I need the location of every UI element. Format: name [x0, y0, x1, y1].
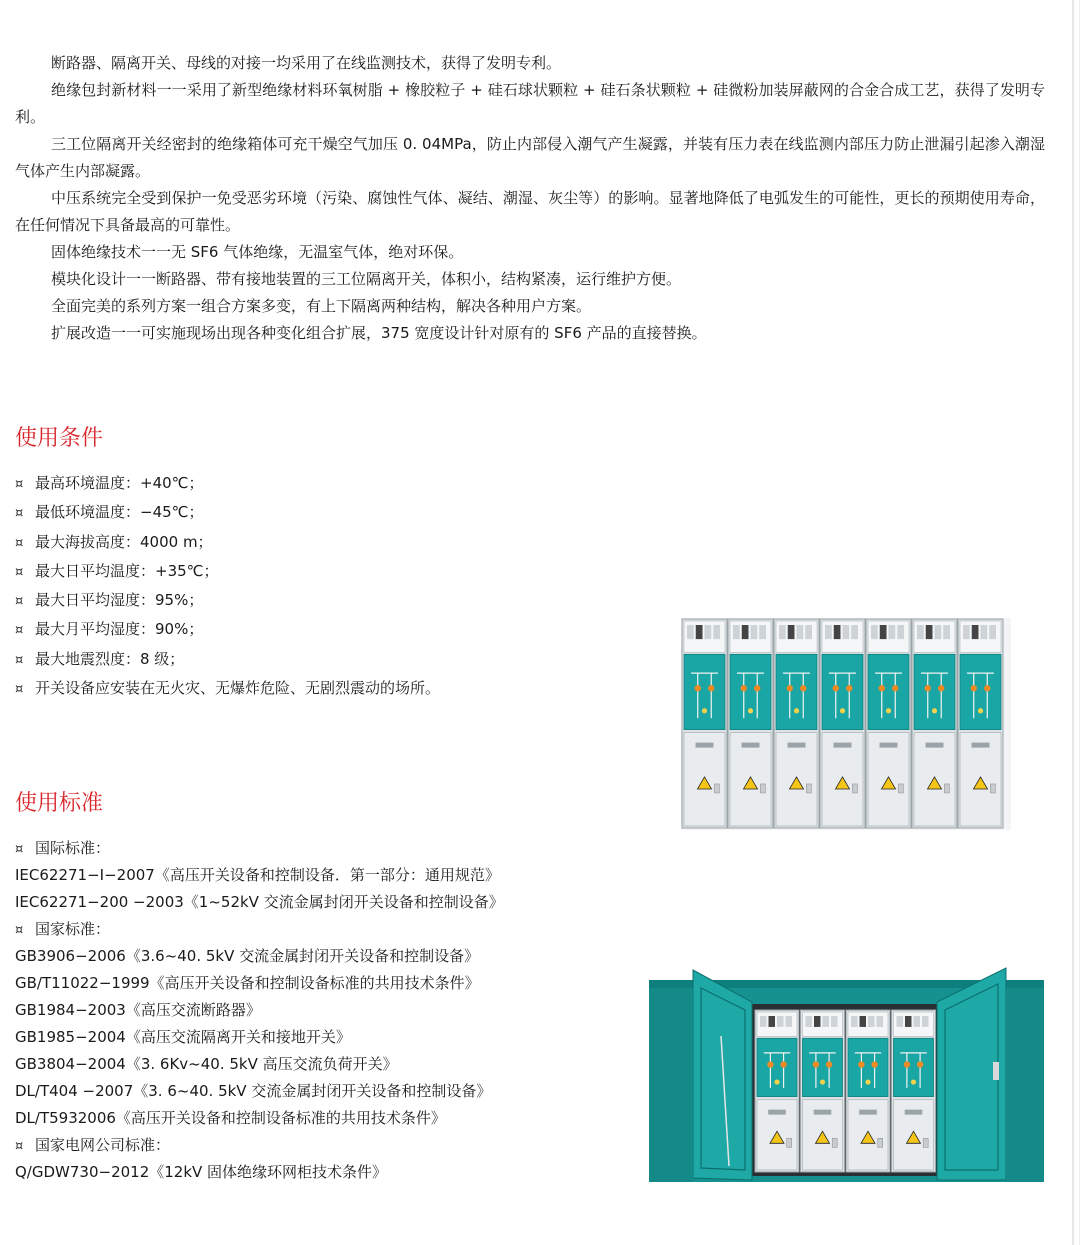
list-item: GB1984−2003《高压交流断路器》: [15, 1001, 261, 1019]
meter-icon: [687, 625, 694, 639]
list-item: [15, 528, 440, 557]
meter-icon: [814, 1016, 821, 1027]
bullet-icon: ¤: [15, 842, 24, 857]
bullet-icon: ¤: [15, 923, 24, 938]
list-item: GB3906−2006《3.6~40. 5kV 交流金属封闭开关设备和控制设备》: [15, 947, 480, 965]
meter-icon: [922, 1016, 929, 1027]
list-item: [15, 645, 440, 674]
list-item: [15, 498, 440, 527]
standards-group-label: 国家电网公司标准：: [35, 1136, 171, 1154]
door-handle-icon: [993, 1062, 999, 1080]
meter-icon: [851, 625, 858, 639]
meter-icon: [972, 625, 979, 639]
bullet-icon: ¤: [15, 682, 24, 698]
cabinet-panel: [728, 619, 773, 828]
cabinet-panel: [958, 619, 1003, 828]
meter-icon: [917, 625, 924, 639]
list-item: DL/T404 −2007《3. 6~40. 5kV 交流金属封闭开关设备和控制设备》: [15, 1082, 492, 1100]
list-item: GB3804−2004《3. 6Kv~40. 5kV 高压交流负荷开关》: [15, 1055, 398, 1073]
condition-text: 最低环境温度：−45℃；: [35, 503, 204, 522]
indicator-icon: [774, 1079, 779, 1084]
list-item: [15, 557, 440, 586]
list-item: DL/T5932006《高压开关设备和控制设备标准的共用技术条件》: [15, 1109, 446, 1127]
indicator-icon: [780, 1061, 786, 1067]
indicator-icon: [702, 708, 707, 713]
indicator-icon: [708, 685, 714, 691]
indicator-icon: [794, 708, 799, 713]
handle-icon: [714, 784, 719, 793]
indicator-icon: [754, 685, 760, 691]
indicator-icon: [865, 1079, 870, 1084]
list-item: [15, 674, 440, 703]
conditions-heading: 使用条件: [15, 426, 104, 451]
meter-icon: [786, 1016, 793, 1027]
meter-icon: [871, 625, 878, 639]
condition-text: 最大海拔高度：4000 m；: [35, 532, 213, 551]
list-item: [15, 615, 440, 644]
handle-icon: [832, 1138, 837, 1147]
intro-section: [15, 50, 1045, 347]
handle-icon: [806, 784, 811, 793]
meter-icon: [905, 1016, 912, 1027]
indicator-icon: [971, 685, 977, 691]
meter-icon: [943, 625, 950, 639]
indicator-icon: [813, 1061, 819, 1067]
condition-text: 最大日平均湿度：95%；: [35, 591, 204, 610]
list-item: [15, 586, 440, 615]
indicator-icon: [978, 708, 983, 713]
meter-icon: [843, 625, 850, 639]
bullet-icon: ¤: [15, 477, 24, 492]
vent-icon: [880, 743, 898, 748]
handle-icon: [990, 784, 995, 793]
handle-icon: [852, 784, 857, 793]
list-item: GB/T11022−1999《高压开关设备和控制设备标准的共用技术条件》: [15, 974, 480, 992]
meter-icon: [713, 625, 720, 639]
list-item: [15, 916, 504, 943]
indicator-icon: [858, 1061, 864, 1067]
bullet-icon: ¤: [15, 1139, 24, 1154]
indicator-icon: [833, 685, 839, 691]
bullet-icon: ¤: [15, 594, 24, 610]
indicator-icon: [871, 1061, 877, 1067]
indicator-icon: [938, 685, 944, 691]
cabinet-panel: [820, 619, 865, 828]
meter-icon: [834, 625, 841, 639]
list-item: [15, 469, 440, 498]
indicator-icon: [741, 685, 747, 691]
outdoor-cabinet-photo: [649, 966, 1044, 1184]
condition-text: 最高环境温度：+40℃；: [35, 474, 204, 492]
handle-icon: [944, 784, 949, 793]
cabinet-panel: [866, 619, 911, 828]
intro-paragraph: 全面完美的系列方案一组合方案多变，有上下隔离两种结构，解决各种用户方案。: [51, 297, 592, 315]
indicator-icon: [695, 685, 701, 691]
standards-heading: 使用标准: [15, 791, 104, 816]
indicator-icon: [904, 1061, 910, 1067]
bullet-icon: ¤: [15, 506, 24, 522]
cabinet-panel: [846, 1010, 890, 1172]
vent-icon: [972, 743, 990, 748]
meter-icon: [805, 625, 812, 639]
intro-paragraph: 固体绝缘技术一一无 SF6 气体绝缘，无温室气体，绝对环保。: [51, 243, 464, 261]
condition-text: 最大月平均湿度：90%；: [35, 620, 204, 639]
bullet-icon: ¤: [15, 564, 24, 580]
list-item: IEC62271−200 −2003《1~52kV 交流金属封闭开关设备和控制设备》: [15, 893, 504, 911]
standards-group-label: 国际标准：: [35, 839, 111, 857]
meter-icon: [868, 1016, 875, 1027]
indicator-icon: [846, 685, 852, 691]
indicator-icon: [925, 685, 931, 691]
condition-text: 最大地震烈度：8 级；: [35, 649, 185, 668]
meter-icon: [806, 1016, 813, 1027]
cabinet-panel: [912, 619, 957, 828]
meter-icon: [825, 625, 832, 639]
indicator-icon: [892, 685, 898, 691]
indicator-icon: [820, 1079, 825, 1084]
standards-list: [15, 835, 504, 1186]
intro-paragraph: 断路器、隔离开关、母线的对接一均采用了在线监测技术，获得了发明专利。: [51, 54, 562, 72]
intro-paragraph: 三工位隔离开关经密封的绝缘箱体可充干燥空气加压 0. 04MPa，防止内部侵入潮气产生凝露，并装有压力表在线监测内部压力防止泄漏引起渗入潮湿气体产生内部凝露。: [15, 135, 1045, 180]
side-wall: [649, 988, 693, 1182]
list-item: [15, 835, 504, 862]
vent-icon: [905, 1110, 923, 1115]
meter-icon: [742, 625, 749, 639]
cabinet-panel: [774, 619, 819, 828]
meter-icon: [751, 625, 758, 639]
side-wall: [1006, 988, 1044, 1182]
meter-icon: [797, 625, 804, 639]
condition-text: 最大日平均温度：+35℃；: [35, 561, 219, 580]
meter-icon: [860, 1016, 867, 1027]
list-item: IEC62271−I−2007《高压开关设备和控制设备．第一部分：通用规范》: [15, 866, 500, 884]
bullet-icon: ¤: [15, 652, 24, 668]
vent-icon: [696, 743, 714, 748]
vent-icon: [742, 743, 760, 748]
meter-icon: [880, 625, 887, 639]
handle-icon: [878, 1138, 883, 1147]
cabinet-panel: [682, 619, 727, 828]
meter-icon: [831, 1016, 838, 1027]
indicator-icon: [879, 685, 885, 691]
vent-icon: [768, 1110, 786, 1115]
meter-icon: [760, 1016, 767, 1027]
indicator-icon: [932, 708, 937, 713]
vent-icon: [788, 743, 806, 748]
intro-paragraph: 模块化设计一一断路器、带有接地装置的三工位隔离开关，体积小，结构紧凑，运行维护方便。: [51, 270, 682, 288]
meter-icon: [877, 1016, 884, 1027]
meter-icon: [696, 625, 703, 639]
cabinet-panel: [755, 1010, 799, 1172]
cabinet-panel: [892, 1010, 936, 1172]
meter-icon: [759, 625, 766, 639]
intro-paragraph: 扩展改造一一可实施现场出现各种变化组合扩展，375 宽度设计针对原有的 SF6 产品的直接替换。: [51, 324, 707, 342]
indicator-icon: [886, 708, 891, 713]
meter-icon: [851, 1016, 858, 1027]
indicator-icon: [917, 1061, 923, 1067]
vent-icon: [814, 1110, 832, 1115]
meter-icon: [897, 625, 904, 639]
meter-icon: [897, 1016, 904, 1027]
indicator-icon: [826, 1061, 832, 1067]
meter-icon: [889, 625, 896, 639]
handle-icon: [760, 784, 765, 793]
switchgear-row-photo: [681, 618, 1011, 830]
page-edge: [1072, 0, 1074, 1245]
conditions-list: [15, 469, 440, 703]
meter-icon: [788, 625, 795, 639]
indicator-icon: [911, 1079, 916, 1084]
indicator-icon: [984, 685, 990, 691]
indicator-icon: [767, 1061, 773, 1067]
meter-icon: [733, 625, 740, 639]
left-door: [693, 970, 752, 1180]
indicator-icon: [840, 708, 845, 713]
page-edge-inner: [1079, 0, 1080, 1245]
indicator-icon: [748, 708, 753, 713]
meter-icon: [963, 625, 970, 639]
meter-icon: [935, 625, 942, 639]
cabinet-panel: [801, 1010, 845, 1172]
meter-icon: [981, 625, 988, 639]
bullet-icon: ¤: [15, 535, 24, 551]
condition-text: 开关设备应安装在无火灾、无爆炸危险、无剧烈震动的场所。: [35, 679, 441, 698]
intro-paragraph: 绝缘包封新材料一一采用了新型绝缘材料环氧树脂 + 橡胶粒子 + 硅石球状颗粒 + 硅石条状颗粒 + 硅微粉加装屏蔽网的合金合成工艺，获得了发明专利。: [15, 81, 1045, 126]
vent-icon: [926, 743, 944, 748]
intro-paragraph: 中压系统完全受到保护一免受恶劣环境（污染、腐蚀性气体、凝结、潮湿、灰尘等）的影响。显著地降低了电弧发生的可能性，更长的预期使用寿命，在任何情况下具备最高的可靠性。: [15, 189, 1045, 234]
list-item: [15, 1132, 504, 1159]
handle-icon: [923, 1138, 928, 1147]
meter-icon: [926, 625, 933, 639]
meter-icon: [823, 1016, 830, 1027]
list-item: Q/GDW730−2012《12kV 固体绝缘环网柜技术条件》: [15, 1163, 388, 1181]
handle-icon: [898, 784, 903, 793]
meter-icon: [769, 1016, 776, 1027]
meter-icon: [777, 1016, 784, 1027]
meter-icon: [914, 1016, 921, 1027]
bullet-icon: ¤: [15, 623, 24, 639]
vent-icon: [859, 1110, 877, 1115]
list-item: GB1985−2004《高压交流隔离开关和接地开关》: [15, 1028, 351, 1046]
indicator-icon: [787, 685, 793, 691]
meter-icon: [779, 625, 786, 639]
meter-icon: [989, 625, 996, 639]
standards-group-label: 国家标准：: [35, 920, 111, 938]
meter-icon: [705, 625, 712, 639]
vent-icon: [834, 743, 852, 748]
handle-icon: [787, 1138, 792, 1147]
indicator-icon: [800, 685, 806, 691]
